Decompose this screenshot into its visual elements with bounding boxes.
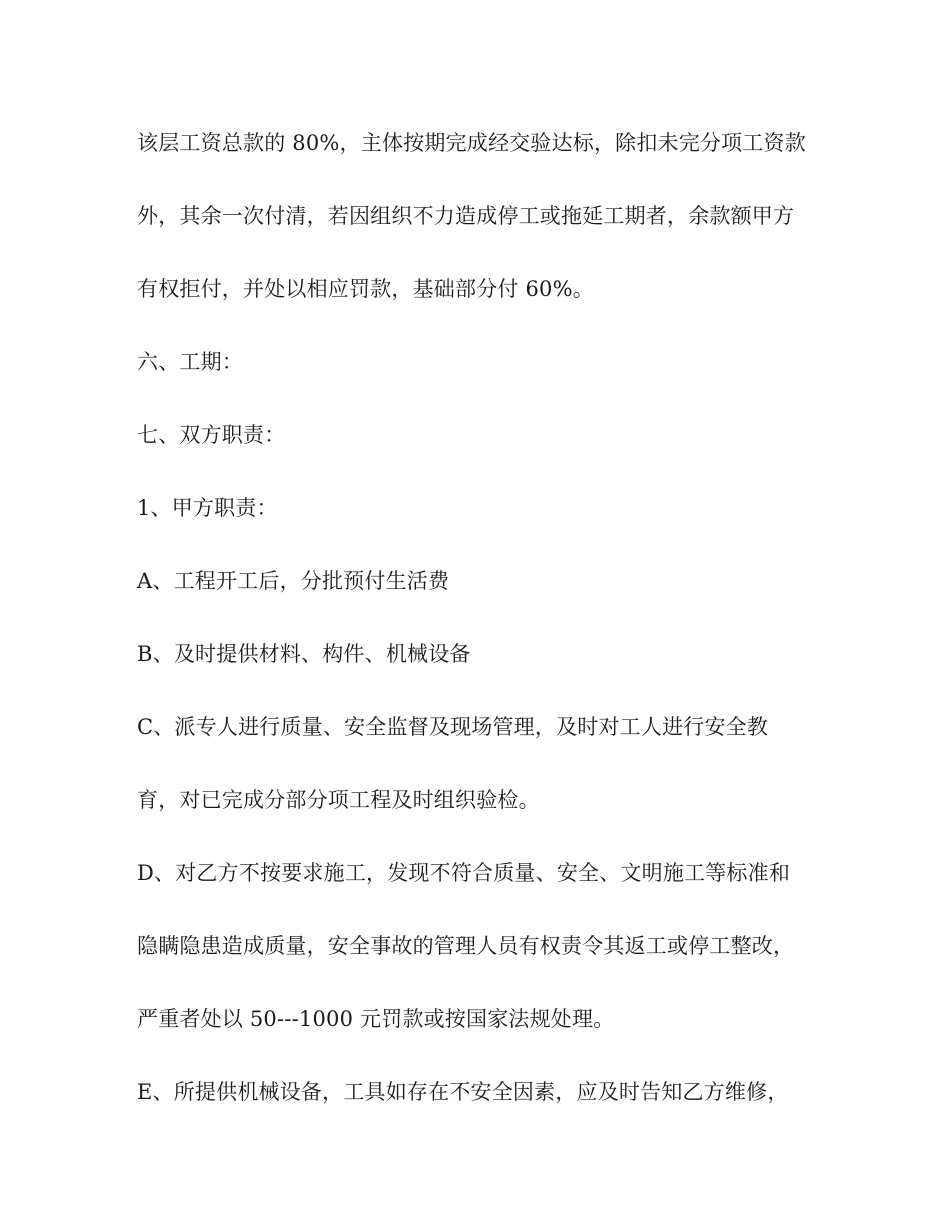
list-item-d-continued: 隐瞒隐患造成质量，安全事故的管理人员有权责令其返工或停工整改， xyxy=(137,934,795,958)
list-item-c: C、派专人进行质量、安全监督及现场管理，及时对工人进行安全教 xyxy=(137,715,769,739)
list-item-d: D、对乙方不按要求施工，发现不符合质量、安全、文明施工等标准和 xyxy=(137,861,791,885)
list-item-e: E、所提供机械设备，工具如存在不安全因素，应及时告知乙方维修， xyxy=(137,1080,789,1104)
list-item-a: A、工程开工后，分批预付生活费 xyxy=(137,569,450,593)
paragraph-line: 外，其余一次付清，若因组织不力造成停工或拖延工期者，余款额甲方 xyxy=(137,204,795,228)
list-item-d-continued: 严重者处以 50---1000 元罚款或按国家法规处理。 xyxy=(137,1007,615,1031)
subsection-heading-party-a: 1、甲方职责： xyxy=(137,496,278,520)
section-heading-schedule: 六、工期： xyxy=(137,350,243,374)
paragraph-line: 有权拒付，并处以相应罚款，基础部分付 60%。 xyxy=(137,277,594,301)
list-item-b: B、及时提供材料、构件、机械设备 xyxy=(137,642,471,666)
list-item-c-continued: 育，对已完成分部分项工程及时组织验检。 xyxy=(137,788,540,812)
paragraph-line: 该层工资总款的 80%，主体按期完成经交验达标，除扣未完分项工资款 xyxy=(137,131,806,155)
section-heading-responsibilities: 七、双方职责： xyxy=(137,423,286,447)
